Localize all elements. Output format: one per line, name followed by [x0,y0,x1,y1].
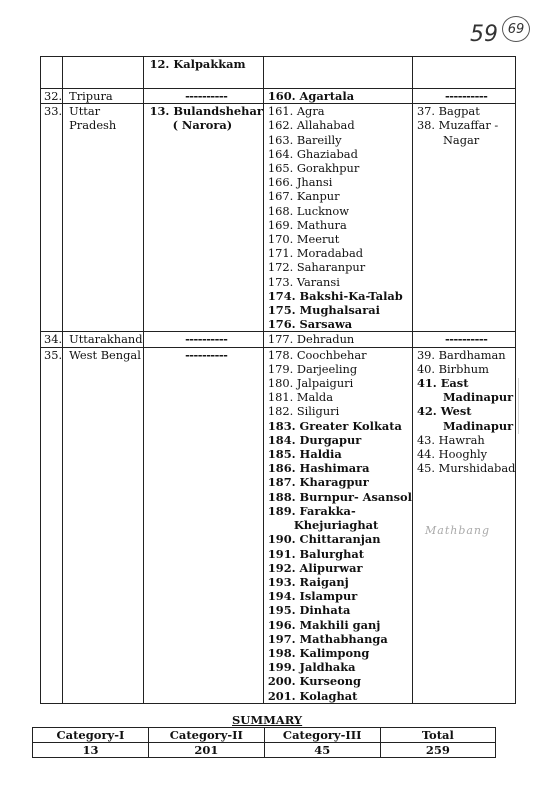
cell-sno: 34. [41,332,63,347]
list-item: 164. Ghaziabad [267,146,358,161]
list-item: 192. Alipurwar [267,560,363,575]
list-item: Madinapur [442,390,514,405]
summary-header-row [33,728,496,743]
cell-cat1: 12. Kalpakkam [143,57,263,89]
cell-state: West Bengal [63,347,143,703]
list-item: 179. Darjeeling [267,361,358,376]
list-item: Madinapur [442,418,514,433]
list-item: 183. Greater Kolkata [267,418,402,433]
list-item: Khejuriaghat [293,518,379,533]
list-item: ---------- [445,332,488,347]
table-row-continuation [41,57,516,89]
margin-scribble: Mathbang [425,524,491,537]
list-item: 197. Mathabhanga [267,631,388,646]
summary-table [32,727,496,758]
list-item: 13. Bulandshehar [149,104,263,119]
cell-cat1 [143,332,263,347]
cell-cat2 [263,89,412,104]
cell-sno: 33. [41,104,63,332]
list-item: 193. Raiganj [267,574,349,589]
list-item: ---------- [185,332,228,347]
summary-value: 45 [264,743,380,758]
list-item: 178. Coochbehar [267,347,367,362]
list-item: 194. Islampur [267,589,358,604]
list-item: 160. Agartala [267,89,355,103]
list-item: 167. Kanpur [267,189,340,204]
list-item: 182. Siliguri [267,404,340,419]
list-item: 198. Kalimpong [267,645,370,660]
list-item: 163. Bareilly [267,132,342,147]
list-item: 201. Kolaghat [267,688,358,703]
list-item: 44. Hooghly [416,447,488,462]
list-item: Nagar [442,132,480,147]
districts-table [40,56,516,704]
margin-bracket-mark [518,378,535,434]
list-item: ---------- [185,89,228,103]
cell-cat3 [412,104,515,332]
list-item: 181. Malda [267,390,334,405]
list-item: 189. Farakka- [267,503,356,518]
cell-state: Uttar Pradesh [63,104,143,332]
cell-cat2 [263,104,412,332]
summary-value: 259 [380,743,495,758]
list-item: ( Narora) [172,118,233,133]
list-item: 184. Durgapur [267,432,362,447]
list-item: 172. Saharanpur [267,260,366,275]
summary-header: Category-II [148,728,264,743]
list-item: 166. Jhansi [267,175,333,190]
cell-state: Tripura [63,89,143,104]
page-number-handwritten: 59 [470,22,498,47]
list-item: 176. Sarsawa [267,317,353,332]
list-item: 187. Kharagpur [267,475,369,490]
list-item: 177. Dehradun [267,332,355,347]
summary-header: Total [380,728,495,743]
table-row [41,104,516,332]
summary-title: SUMMARY [232,713,303,727]
list-item: ---------- [185,347,228,362]
cell-cat2 [263,347,412,703]
cell-cat1 [143,104,263,332]
list-item: 185. Haldia [267,447,342,462]
list-item: 175. Mughalsarai [267,303,380,318]
list-item: 169. Mathura [267,217,347,232]
cell-cat1 [143,89,263,104]
list-item: 171. Moradabad [267,246,364,261]
cell-state: Uttarakhand [63,332,143,347]
list-item: 195. Dinhata [267,603,351,618]
summary-value: 13 [33,743,149,758]
table-row [41,89,516,104]
summary-value-row [33,743,496,758]
list-item: 173. Varansi [267,274,340,289]
list-item: 190. Chittaranjan [267,532,381,547]
list-item: 40. Birbhum [416,361,489,376]
list-item: 180. Jalpaiguri [267,376,354,391]
list-item: 37. Bagpat [416,104,480,119]
list-item: 174. Bakshi-Ka-Talab [267,288,403,303]
list-item: 165. Gorakhpur [267,161,360,176]
list-item: 39. Bardhaman [416,347,506,362]
list-item: 161. Agra [267,104,325,119]
page-number [470,16,530,46]
page-number-circled: 69 [502,16,530,42]
list-item: 42. West [416,404,472,419]
list-item: 38. Muzaffar - [416,118,499,133]
list-item: 196. Makhili ganj [267,617,381,632]
cell-sno: 32. [41,89,63,104]
list-item: 168. Lucknow [267,203,349,218]
list-item: 199. Jaldhaka [267,660,356,675]
cell-cat2 [263,332,412,347]
summary-header: Category-I [33,728,149,743]
cell-cat3 [412,89,515,104]
cell-cat1 [143,347,263,703]
cell-sno: 35. [41,347,63,703]
list-item: ---------- [445,89,488,103]
list-item: 191. Balurghat [267,546,365,561]
list-item: 170. Meerut [267,232,340,247]
list-item: 188. Burnpur- Asansol [267,489,412,504]
list-item: 41. East [416,376,469,391]
summary-header: Category-III [264,728,380,743]
cell-cat3 [412,332,515,347]
list-item: 162. Allahabad [267,118,355,133]
list-item: 43. Hawrah [416,432,485,447]
list-item: 45. Murshidabad [416,461,516,476]
list-item: 186. Hashimara [267,461,370,476]
summary-value: 201 [148,743,264,758]
list-item: 200. Kurseong [267,674,361,689]
table-row [41,332,516,347]
